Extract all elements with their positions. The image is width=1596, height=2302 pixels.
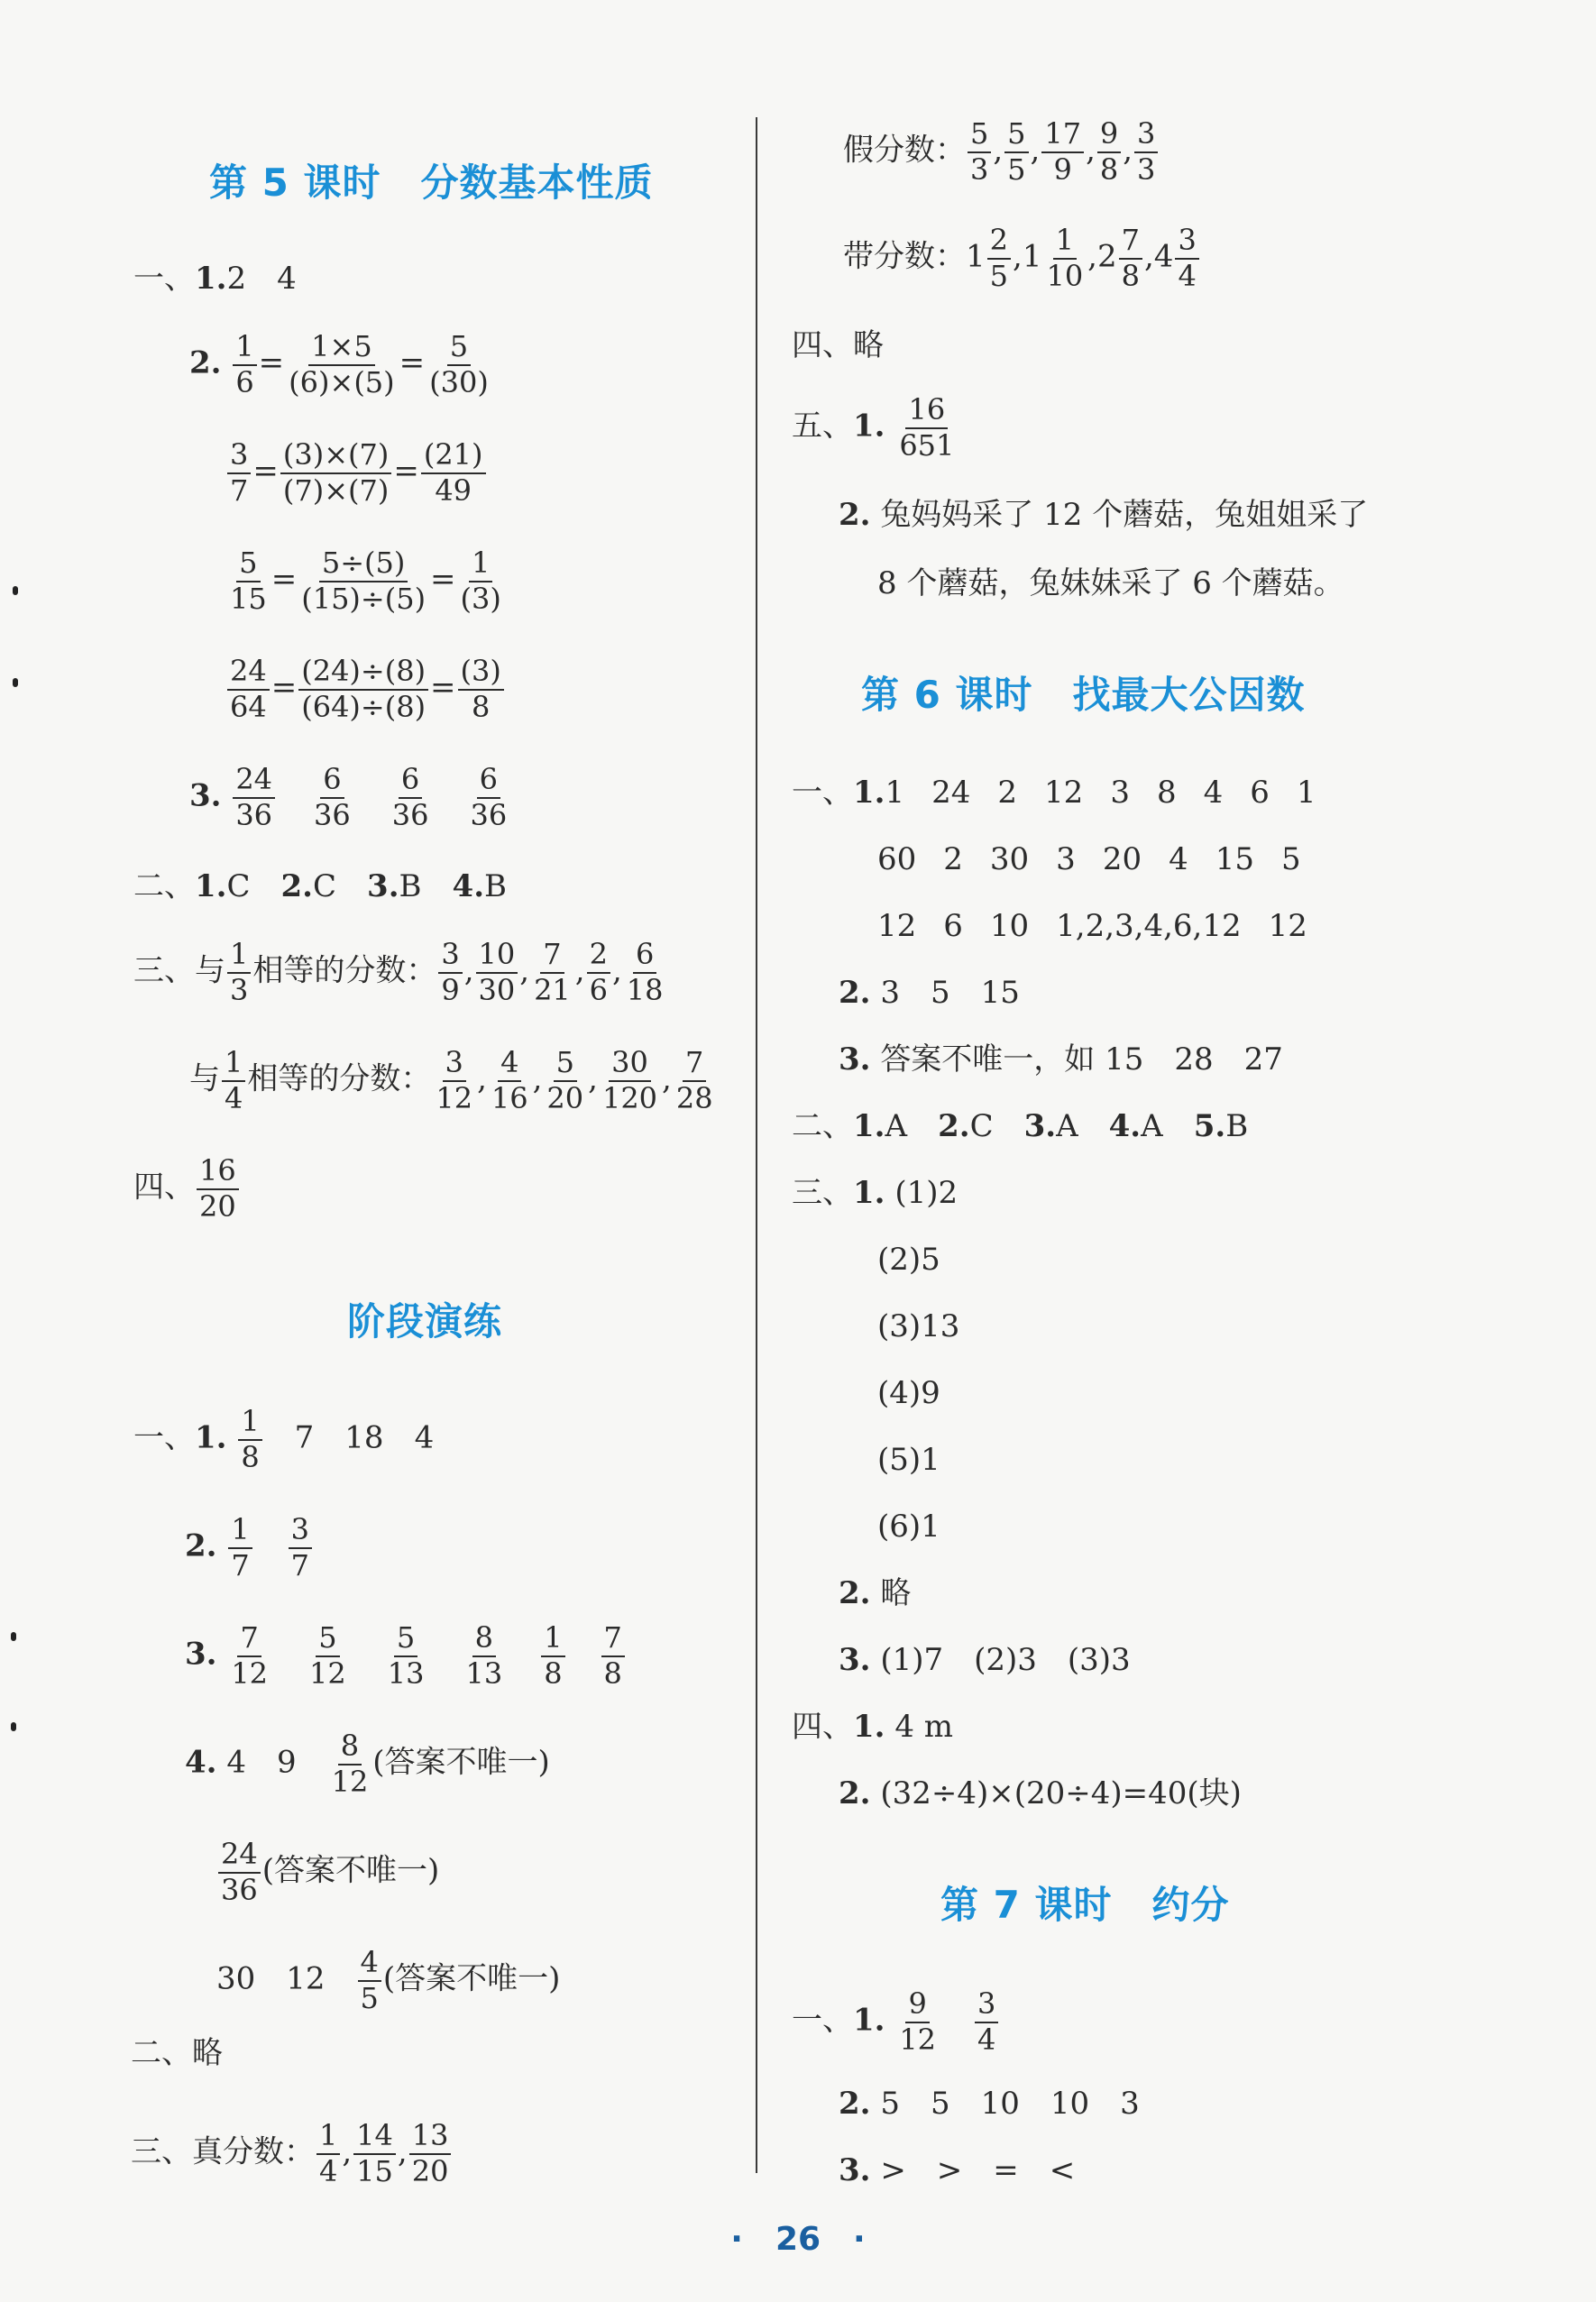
fraction: $\frac{3}{3}$: [1134, 119, 1158, 185]
l7-q1-1: 一、1. $\frac{9}{12}$ $\frac{3}{4}$: [792, 1989, 1000, 2055]
l5-q1-2d: $\frac{24}{64}$ = $\frac{(24)\div(8)}{(64)\div(8)}$ = $\frac{(3)}{8}$: [225, 656, 506, 722]
l5-q1-3: [189, 762, 511, 832]
r-q5-2b: 8 个蘑菇，兔妹妹采了 6 个蘑菇。: [877, 565, 1344, 601]
fraction: $\frac{6}{18}$: [626, 937, 664, 1007]
s-q1-1: 一、1. $\frac{1}{8}$ 7 18 4: [133, 1404, 435, 1474]
l5-q3-line1: 三、与 $\frac{1}{3}$ 相等的分数： $\frac{3}{9}$ , $\frac{10}{30}$ , $\frac{7}{21}$ , $\frac{2}{6}$ , $\frac{6}{18}$: [133, 940, 667, 1005]
fraction: $\frac{1}{3}$: [227, 940, 251, 1005]
fraction: $\frac{(3)\times(7)}{(7)\times(7)}$: [280, 440, 391, 506]
s-q1-3: 3. $\frac{7}{12}$ $\frac{5}{12}$ $\frac{5}{13}$ $\frac{8}{13}$ $\frac{1}{8}$ $\frac{7}{8}$: [185, 1623, 627, 1689]
l6-q1-row1: 一、1.1 24 2 12 3 8 4 6 1: [792, 775, 1316, 811]
fraction: $\frac{10}{30}$: [476, 940, 518, 1005]
l6-q1-row3: 12 6 10 1,2,3,4,6,12 12: [877, 908, 1307, 944]
fraction: $\frac{(3)}{8}$: [458, 656, 504, 722]
question-number: 1.: [195, 261, 227, 297]
fraction: $\frac{7}{28}$: [675, 1045, 713, 1115]
fraction: $\frac{7}{8}$: [1119, 225, 1142, 291]
fraction: $\frac{3}{4}$: [1175, 225, 1198, 291]
l6-q3-1-4: (4)9: [877, 1375, 940, 1411]
l6-q4-1: 四、1. 4 m: [792, 1709, 953, 1745]
fraction: $\frac{1}{8}$: [541, 1623, 564, 1689]
l5-q1-1: [133, 261, 297, 297]
lesson7-title: 第 7 课时: [940, 1883, 1113, 1927]
fraction: $\frac{3}{7}$: [227, 440, 251, 506]
l6-q3-2: 2. 略: [839, 1575, 912, 1611]
fraction: $\frac{13}{20}$: [409, 2121, 452, 2187]
s-q1-4c: 30 12 $\frac{4}{5}$ (答案不唯一): [216, 1945, 561, 2015]
fraction: $\frac{16}{20}$: [197, 1156, 239, 1222]
l5-q4: 四、 $\frac{16}{20}$: [133, 1156, 241, 1222]
fraction: $\frac{17}{9}$: [1041, 119, 1084, 185]
l5-q2: 二、1.C 2.C 3.B 4.B: [133, 868, 508, 904]
s-q2: 二、略: [131, 2035, 223, 2071]
r-q5-2a: 2. 兔妈妈采了 12 个蘑菇，兔姐姐采了: [839, 497, 1369, 533]
fraction: $\frac{5}{12}$: [309, 1620, 346, 1691]
l7-q1-3: 3. > > = <: [839, 2152, 1076, 2188]
fraction: $\frac{9}{12}$: [899, 1986, 937, 2057]
fraction: $\frac{9}{8}$: [1097, 119, 1121, 185]
fraction: $\frac{30}{120}$: [601, 1045, 658, 1115]
margin-speck: [13, 586, 18, 595]
page-number: · 26 ·: [730, 2221, 866, 2258]
s-q1-4b: $\frac{24}{36}$ (答案不唯一): [216, 1839, 439, 1905]
fraction: $\frac{1}{(3)}$: [460, 546, 501, 616]
l5-q3-line2: 与 $\frac{1}{4}$ 相等的分数： $\frac{3}{12}$ , $\frac{4}{16}$ , $\frac{5}{20}$ , $\frac{30}{120}$ , $\frac{7}{28}$: [189, 1048, 718, 1114]
answer-values: 2 4: [226, 261, 297, 297]
lesson6-subtitle: 找最大公因数: [1072, 673, 1306, 717]
s-q1-4a: 4. 4 9 $\frac{8}{12}$ (答案不唯一): [185, 1729, 550, 1799]
fraction: $\frac{5\div(5)}{(15)\div(5)}$: [301, 546, 427, 616]
l6-q1-2: 2. 3 5 15: [839, 975, 1020, 1011]
margin-speck: [11, 1722, 16, 1731]
l7-q1-2: 2. 5 5 10 10 3: [839, 2086, 1140, 2122]
section-label: 一、: [133, 261, 195, 297]
fraction: $\frac{16}{651}$: [899, 392, 955, 463]
fraction: $\frac{8}{12}$: [331, 1729, 369, 1799]
fraction: $\frac{3}{7}$: [289, 1515, 312, 1581]
fraction: $\frac{(21)}{49}$: [421, 440, 486, 506]
s-q3: 三、真分数： $\frac{1}{4}$ , $\frac{14}{15}$ , $\frac{13}{20}$: [131, 2121, 453, 2187]
l6-q4-2: 2. (32÷4)×(20÷4)=40(块): [839, 1775, 1242, 1811]
fraction: $\frac{1}{4}$: [316, 2121, 340, 2187]
fraction: $\frac{1}{4}$: [222, 1048, 245, 1114]
fraction: $\frac{6}{36}$: [314, 762, 351, 832]
r-q4: 四、略: [792, 327, 884, 363]
fraction: $\frac{2}{6}$: [587, 940, 610, 1005]
lesson6-heading: [861, 665, 1305, 720]
fraction: $\frac{1}{6}$: [233, 332, 256, 398]
l5-q1-2a: 2. $\frac{1}{6}$ = $\frac{1\times 5}{(6)\times(5)}$ = $\frac{5}{(30)}$: [189, 332, 493, 398]
lesson6-title: 第 6 课时: [861, 673, 1033, 717]
l6-q3-1-5: (5)1: [877, 1442, 940, 1478]
s-q1-2: 2. $\frac{1}{7}$ $\frac{3}{7}$: [185, 1515, 314, 1581]
fraction: $\frac{7}{21}$: [534, 937, 571, 1007]
lesson7-subtitle: 约分: [1151, 1883, 1230, 1927]
fraction: $\frac{5}{13}$: [387, 1620, 425, 1691]
fraction: $\frac{7}{8}$: [601, 1623, 625, 1689]
section-label: 二、: [133, 868, 195, 904]
fraction: $\frac{5}{15}$: [230, 546, 267, 616]
fraction: $\frac{3}{9}$: [438, 940, 462, 1005]
l5-q1-2b: $\frac{3}{7}$ = $\frac{(3)\times(7)}{(7)\times(7)}$ = $\frac{(21)}{49}$: [225, 440, 488, 506]
fraction: $\frac{6}{36}$: [391, 762, 429, 832]
fraction: $\frac{1}{10}$: [1046, 223, 1084, 293]
r-q5-1: 五、1. $\frac{16}{651}$: [792, 395, 959, 461]
lesson7-heading: [940, 1876, 1229, 1930]
l6-q1-row2: 60 2 30 3 20 4 15 5: [877, 841, 1301, 877]
fraction: $\frac{1}{8}$: [238, 1407, 261, 1472]
lesson5-heading: [209, 153, 653, 207]
fraction: $\frac{5}{(30)}$: [429, 329, 489, 399]
l6-q3-1: 三、1. (1)2: [792, 1175, 959, 1211]
fraction: $\frac{6}{36}$: [470, 762, 508, 832]
improper-fractions: 假分数： $\frac{5}{3}$ , $\frac{5}{5}$ , $\frac{17}{9}$ , $\frac{9}{8}$ , $\frac{3}{3}$: [843, 119, 1160, 185]
stage-heading: 阶段演练: [347, 1299, 503, 1344]
l6-q3-1-6: (6)1: [877, 1509, 940, 1545]
fraction: $\frac{4}{16}$: [491, 1045, 528, 1115]
fraction: $\frac{1}{7}$: [228, 1515, 252, 1581]
fraction: $\frac{5}{5}$: [1004, 119, 1028, 185]
fraction: $\frac{8}{13}$: [465, 1620, 503, 1691]
fraction: $\frac{7}{12}$: [231, 1620, 269, 1691]
fraction: $\frac{4}{5}$: [358, 1948, 381, 2013]
fraction: $\frac{24}{36}$: [218, 1839, 261, 1905]
question-number: 3.: [189, 777, 222, 814]
lesson5-subtitle: 分数基本性质: [420, 160, 654, 205]
margin-speck: [13, 678, 18, 687]
fraction: $\frac{3}{4}$: [975, 1989, 998, 2055]
fraction: $\frac{5}{20}$: [546, 1045, 584, 1115]
fraction: $\frac{1\times 5}{(6)\times(5)}$: [289, 329, 395, 399]
l5-q1-2c: $\frac{5}{15}$ = $\frac{5\div(5)}{(15)\div(5)}$ = $\frac{1}{(3)}$: [225, 548, 506, 614]
fraction: $\frac{24}{36}$: [233, 765, 275, 830]
fraction: $\frac{5}{3}$: [968, 119, 991, 185]
fraction: $\frac{24}{64}$: [227, 656, 270, 722]
l6-q3-1-3: (3)13: [877, 1308, 960, 1344]
l6-q3-3: 3. (1)7 (2)3 (3)3: [839, 1642, 1131, 1678]
question-number: 2.: [189, 344, 222, 381]
fraction: $\frac{14}{15}$: [353, 2121, 396, 2187]
l6-q3-1-2: (2)5: [877, 1242, 940, 1278]
lesson5-title: 第 5 课时: [209, 160, 381, 205]
column-divider: [756, 117, 757, 2173]
l6-q1-3: 3. 答案不唯一，如 15 28 27: [839, 1041, 1283, 1078]
mixed-numbers: 带分数：1 $\frac{2}{5}$ ,1 $\frac{1}{10}$ ,2 $\frac{7}{8}$ ,4 $\frac{3}{4}$: [843, 225, 1201, 291]
margin-speck: [11, 1632, 16, 1641]
fraction: $\frac{(24)\div(8)}{(64)\div(8)}$: [298, 656, 428, 722]
l6-q2: 二、1.A 2.C 3.A 4.A 5.B: [792, 1108, 1249, 1144]
fraction: $\frac{2}{5}$: [987, 225, 1011, 291]
fraction: $\frac{3}{12}$: [436, 1045, 473, 1115]
